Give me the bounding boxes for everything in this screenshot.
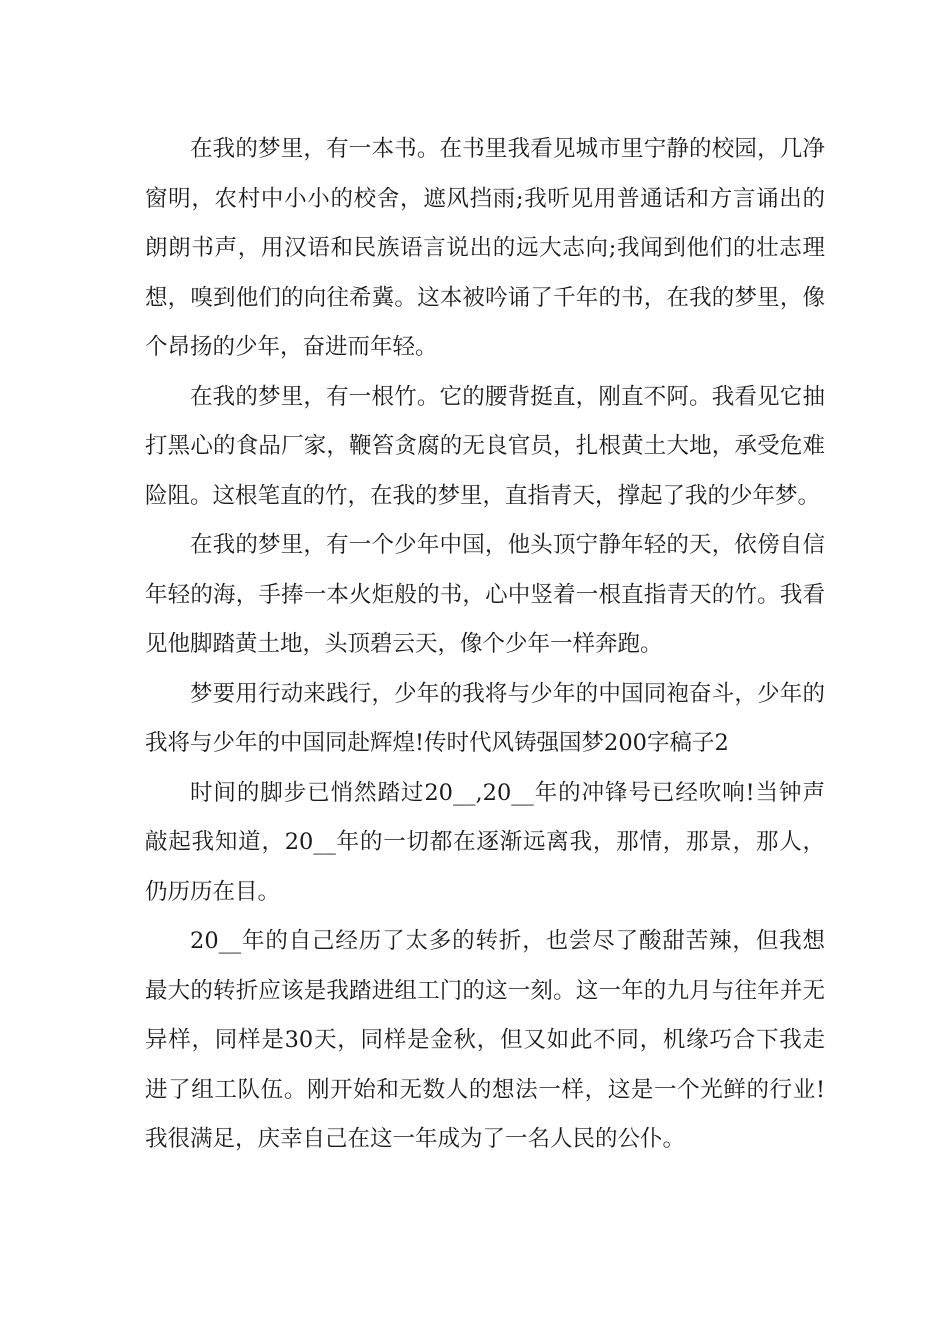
- paragraph: 在我的梦里，有一根竹。它的腰背挺直，刚直不阿。我看见它抽打黑心的食品厂家，鞭笞贪腐的无良官员，扎根黄土大地，承受危难险阻。这根笔直的竹，在我的梦里，直指青天，撑起了我的少年梦。: [145, 383, 825, 509]
- paragraph: 在我的梦里，有一个少年中国，他头顶宁静年轻的天，依傍自信年轻的海，手捧一本火炬般的书，心中竖着一根直指青天的竹。我看见他脚踏黄土地，头顶碧云天，像个少年一样奔跑。: [145, 532, 825, 657]
- paragraph: 在我的梦里，有一本书。在书里我看见城市里宁静的校园，几净窗明，农村中小小的校舍，遮风挡雨;我听见用普通话和方言诵出的朗朗书声，用汉语和民族语言说出的远大志向;我闻到他们的壮志理想，嗅到他们的向往希冀。这本被吟诵了千年的书，在我的梦里，像个昂扬的少年，奋进而年轻。: [145, 136, 825, 360]
- paragraph: 20__年的自己经历了太多的转折，也尝尽了酸甜苦辣，但我想最大的转折应该是我踏进组工门的这一刻。这一年的九月与往年并无异样，同样是30天，同样是金秋，但又如此不同，机缘巧合下我走进了组工队伍。刚开始和无数人的想法一样，这是一个光鲜的行业!我很满足，庆幸自己在这一年成为了一名人民的公仆。: [145, 928, 825, 1152]
- paragraph: 时间的脚步已悄然踏过20__,20__年的冲锋号已经吹响!当钟声敲起我知道，20__年的一切都在逐渐远离我，那情，那景，那人，仍历历在目。: [145, 779, 825, 905]
- document-body: [145, 125, 825, 1165]
- paragraph: 梦要用行动来践行，少年的我将与少年的中国同袍奋斗，少年的我将与少年的中国同赴辉煌!传时代风铸强国梦200字稿子2: [145, 680, 825, 756]
